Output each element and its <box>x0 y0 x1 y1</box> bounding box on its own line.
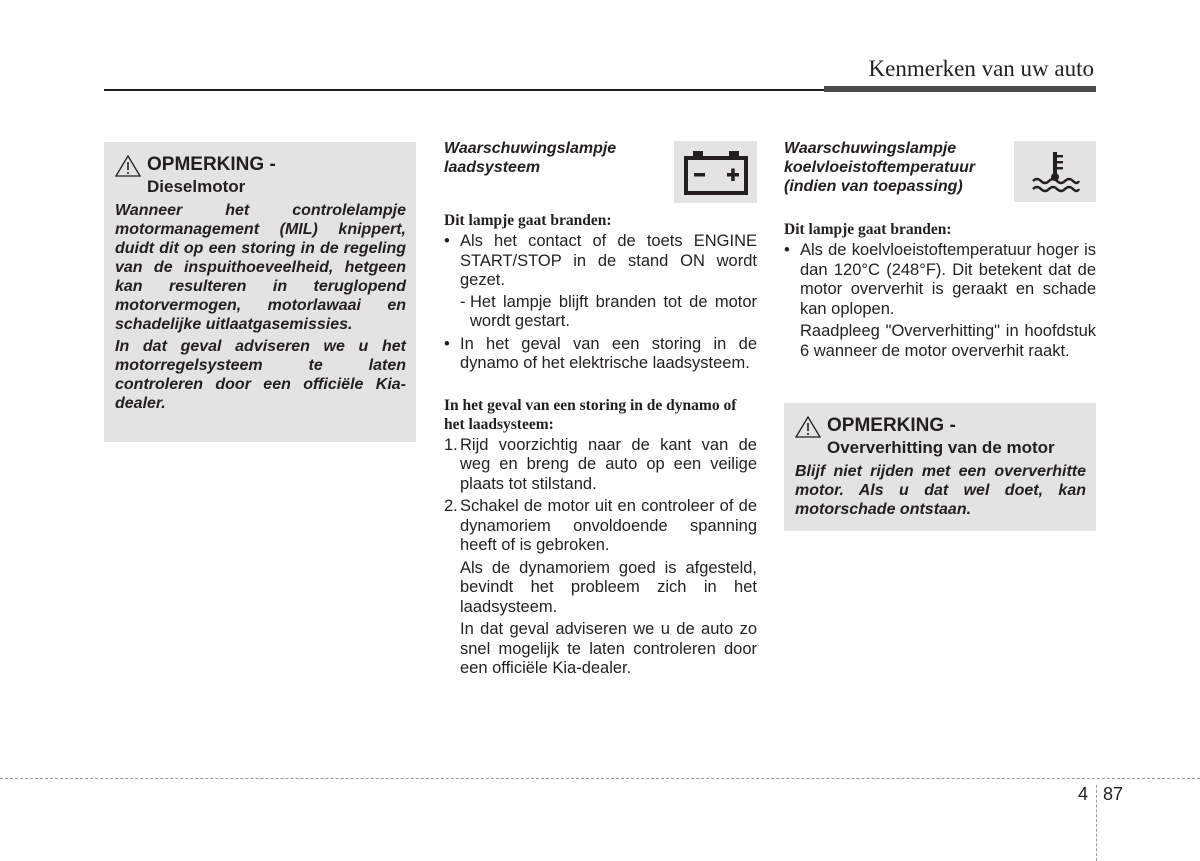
notice-diesel-title: OPMERKING - <box>147 154 276 175</box>
notice-diesel-body <box>115 201 406 413</box>
page-chapter-number: 4 <box>1078 784 1089 804</box>
charging-bullet-text: Als het contact of de toets ENGINE START/STOP in de stand ON wordt gezet. <box>460 232 757 289</box>
charging-step-item <box>444 497 757 556</box>
charging-step-text: Rijd voorzichtig naar de kant van de weg en breng de auto op een veilige plaats tot stilstand. <box>460 435 757 493</box>
charging-bullet-item <box>444 232 757 291</box>
charging-section <box>444 138 757 681</box>
charging-fault-heading: In het geval van een storing in de dynamo of het laadsysteem: <box>444 396 737 433</box>
page-number: 87 <box>1103 784 1124 804</box>
warning-triangle-icon <box>795 416 821 438</box>
notice-overheat-head <box>795 415 1086 438</box>
notice-overheat-body <box>795 462 1086 519</box>
coolant-section <box>784 138 1096 363</box>
charging-sub-text: Het lampje blijft branden tot de motor wordt gestart. <box>470 292 757 330</box>
step-number: 1. <box>444 435 458 454</box>
charging-step-paragraph: In dat geval adviseren we u de auto zo snel mogelijk te laten controleren door een officiële Kia-dealer. <box>460 620 757 677</box>
coolant-temperature-icon <box>1030 149 1080 195</box>
coolant-icon-box <box>1014 141 1096 202</box>
header-rule-accent <box>824 86 1096 92</box>
bullet-marker: • <box>444 232 450 250</box>
notice-overheat-title: OPMERKING - <box>827 415 956 436</box>
charging-sub-item <box>444 293 757 332</box>
charging-section-head <box>444 138 757 203</box>
charging-bullet-item <box>444 335 757 374</box>
notice-overheat <box>784 403 1096 531</box>
coolant-lights-up-heading: Dit lampje gaat branden: <box>784 221 952 238</box>
page-header-title: Kenmerken van uw auto <box>868 56 1094 81</box>
charging-icon-box <box>674 141 757 203</box>
notice-diesel-head <box>115 154 406 177</box>
notice-overheat-subtitle: Oververhitting van de motor <box>827 438 1055 457</box>
step-number: 2. <box>444 497 458 515</box>
coolant-bullet-text: Als de koelvloeistoftemperatuur hoger is dan 120°C (248°F). Dit betekent dat de motor oververhit is geraakt en schade kan oplopen. <box>800 241 1096 318</box>
notice-diesel-paragraph: In dat geval adviseren we u het motorregelsysteem te laten controleren door een officiële Kia-dealer. <box>115 338 406 412</box>
dash-marker: - <box>460 292 466 311</box>
charging-bullet-text: In het geval van een storing in de dynamo of het elektrische laadsysteem. <box>460 334 757 372</box>
coolant-bullet-item <box>784 241 1096 319</box>
coolant-title: Waarschuwingslampje koelvloeistoftemperatuur (indien van toepassing) <box>784 140 976 195</box>
charging-step-item <box>444 436 757 495</box>
header-rule <box>104 89 824 91</box>
notice-diesel-paragraph: Wanneer het controlelampje motormanagement (MIL) knippert, duidt dit op een storing in de regeling van de inspuithoeveelheid, hetgeen kan resulteren in teruglopend motorvermogen, motorlawaai en schadelijke uitlaatgasemissies. <box>115 202 406 333</box>
warning-triangle-icon <box>115 155 141 177</box>
notice-diesel-subtitle: Dieselmotor <box>147 177 246 196</box>
notice-overheat-paragraph: Blijf niet rijden met een oververhitte motor. Als u dat wel doet, kan motorschade ontstaan. <box>795 463 1086 518</box>
coolant-paragraph: Raadpleeg "Oververhitting" in hoofdstuk 6 wanneer de motor oververhit raakt. <box>800 322 1096 360</box>
charging-title: Waarschuwingslampje laadsysteem <box>444 140 617 176</box>
bullet-marker: • <box>444 334 450 353</box>
battery-icon <box>684 149 748 195</box>
charging-step-paragraph: Als de dynamoriem goed is afgesteld, bevindt het probleem zich in het laadsysteem. <box>460 558 757 616</box>
bullet-marker: • <box>784 241 790 259</box>
charging-step-text: Schakel de motor uit en controleer of de dynamoriem onvoldoende spanning heeft of is gebroken. <box>460 497 757 554</box>
notice-diesel <box>104 142 416 442</box>
charging-lights-up-heading: Dit lampje gaat branden: <box>444 212 612 229</box>
coolant-section-head <box>784 138 1096 202</box>
footer-vertical-divider <box>1096 785 1097 861</box>
footer-divider <box>0 778 1200 779</box>
